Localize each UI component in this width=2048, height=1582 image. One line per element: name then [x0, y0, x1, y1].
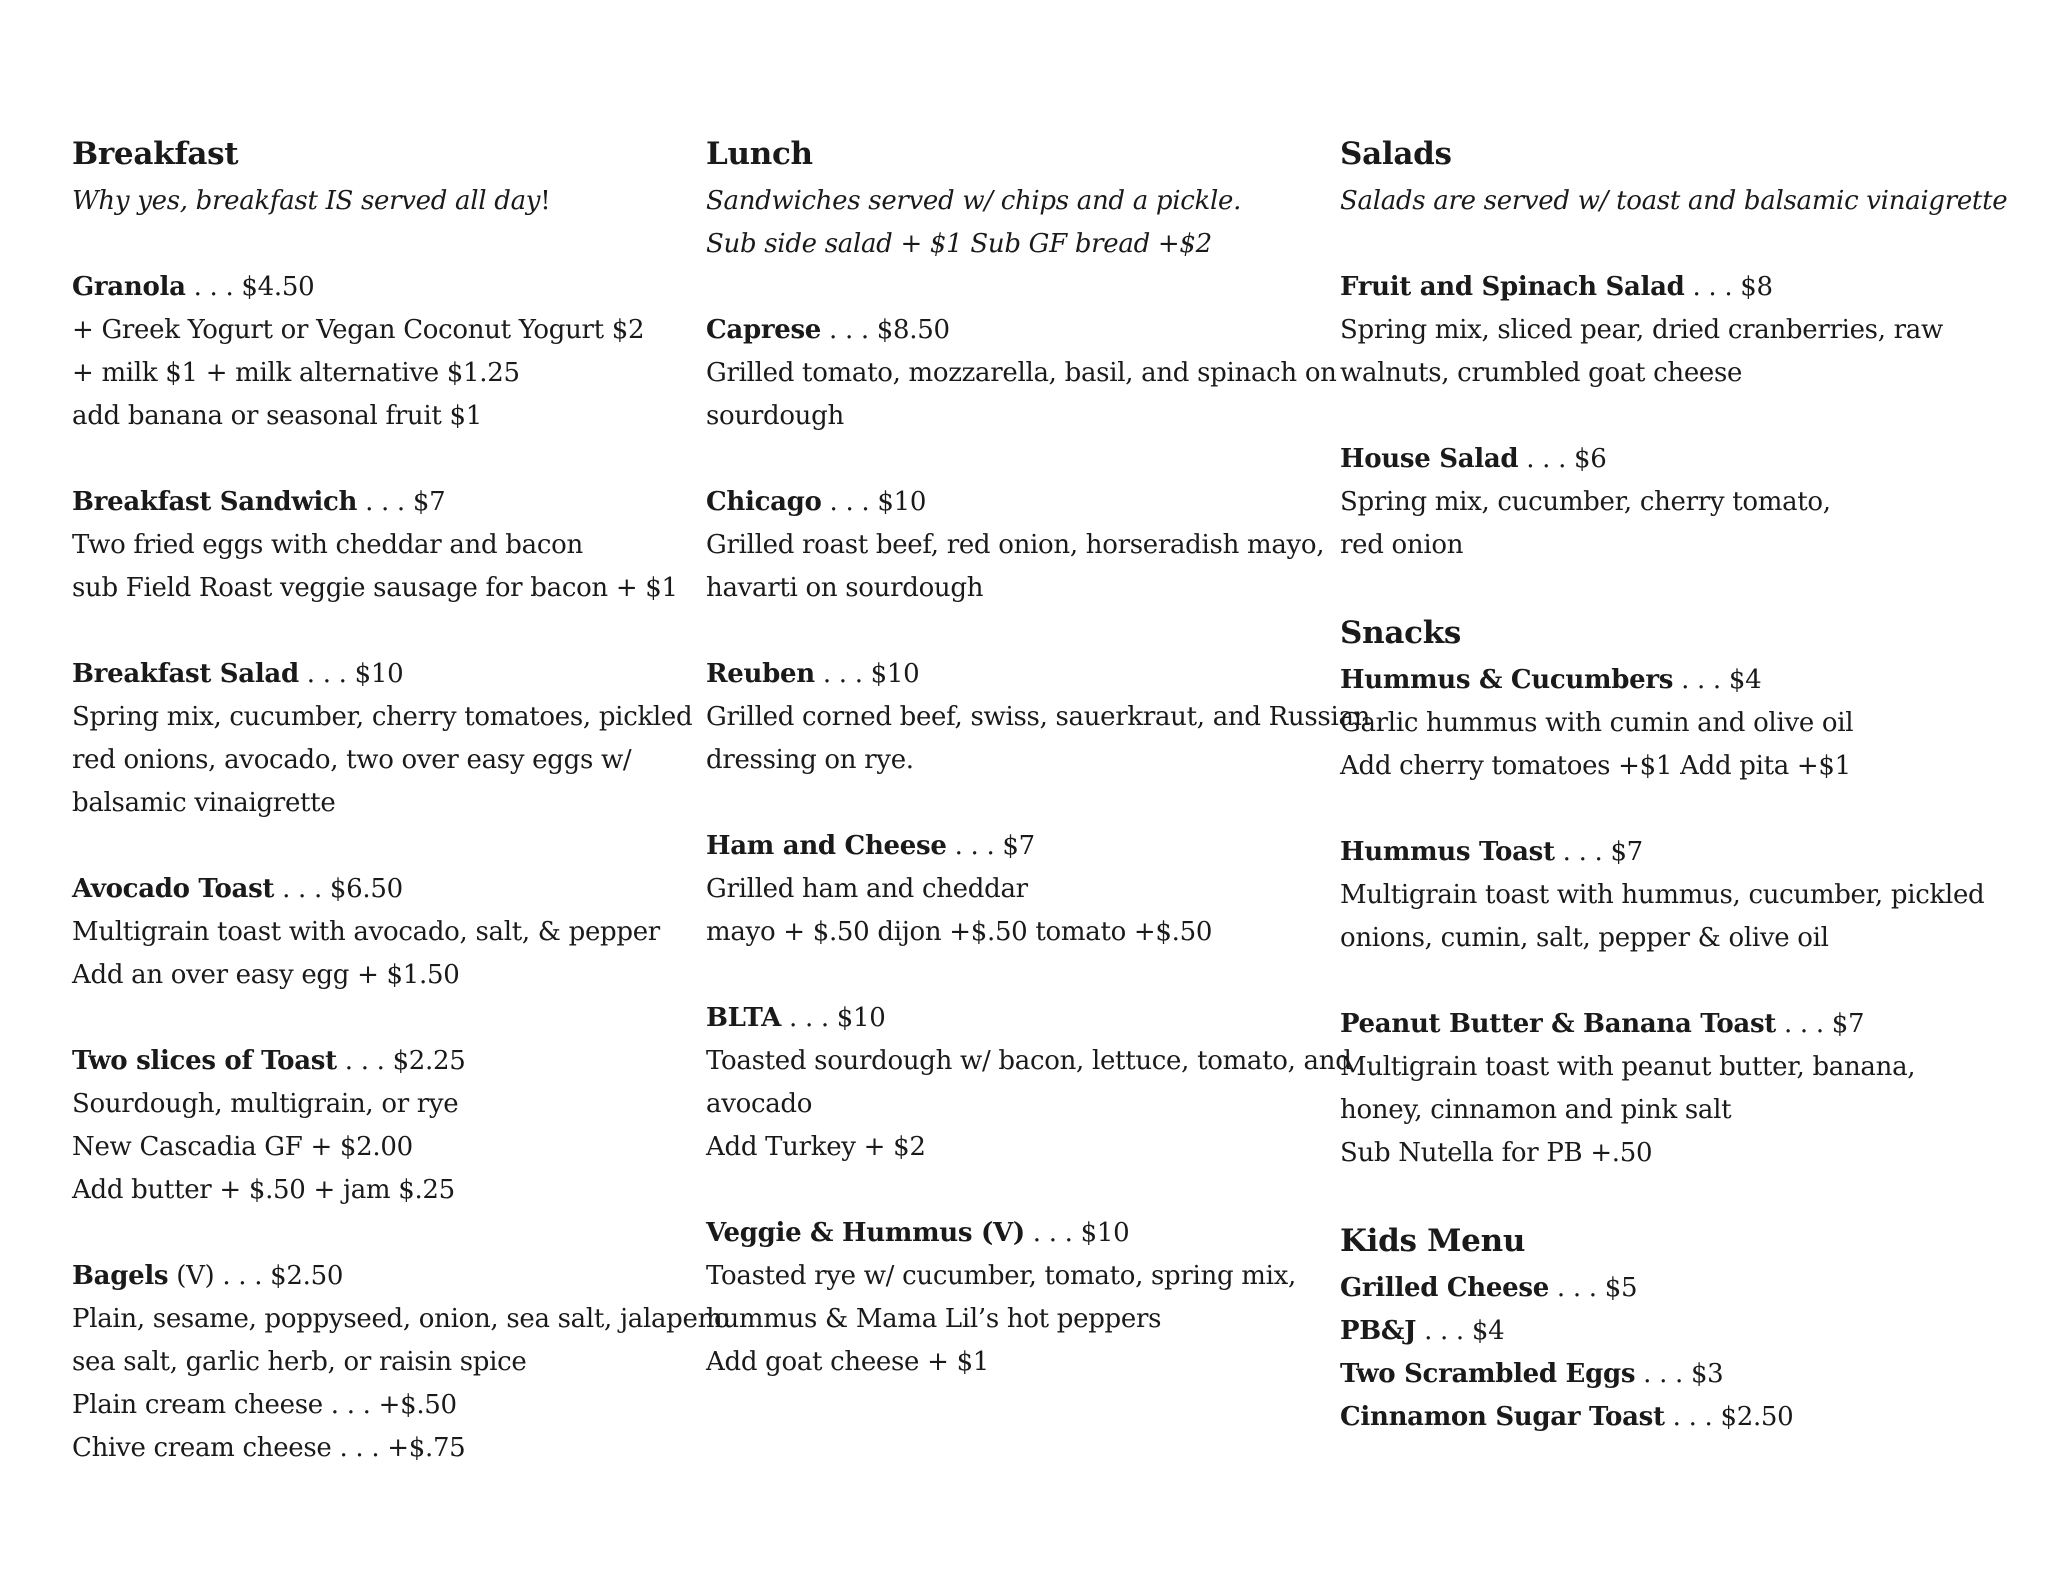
house-salad-desc: red onion	[1340, 530, 1464, 560]
lunch-column	[706, 128, 1371, 1470]
house-salad-title: House Salad . . . $6	[1340, 444, 1607, 474]
hummus-toast-desc: onions, cumin, salt, pepper & olive oil	[1340, 923, 1829, 953]
toast-desc: New Cascadia GF + $2.00	[72, 1132, 413, 1162]
avocado-toast-title: Avocado Toast . . . $6.50	[72, 874, 403, 904]
house-salad-desc: Spring mix, cucumber, cherry tomato,	[1340, 487, 1831, 517]
salads-snacks-column	[1340, 128, 2008, 1470]
breakfast-column	[72, 128, 730, 1470]
lunch-subtitle: Sandwiches served w/ chips and a pickle.	[706, 186, 1242, 216]
ham-cheese-desc: Grilled ham and cheddar	[706, 874, 1028, 904]
fruit-spinach-desc: walnuts, crumbled goat cheese	[1340, 358, 1743, 388]
kids-item: Two Scrambled Eggs . . . $3	[1340, 1359, 1724, 1389]
fruit-spinach-title: Fruit and Spinach Salad . . . $8	[1340, 272, 1773, 302]
veggie-hummus-desc: Toasted rye w/ cucumber, tomato, spring mix,	[706, 1261, 1296, 1291]
ham-cheese-title: Ham and Cheese . . . $7	[706, 831, 1035, 861]
pb-banana-desc: honey, cinnamon and pink salt	[1340, 1095, 1732, 1125]
chicago-desc: Grilled roast beef, red onion, horseradish mayo,	[706, 530, 1325, 560]
caprese-desc: sourdough	[706, 401, 844, 431]
chicago-desc: havarti on sourdough	[706, 573, 984, 603]
pb-banana-desc: Multigrain toast with peanut butter, banana,	[1340, 1052, 1916, 1082]
veggie-hummus-desc: hummus & Mama Lil’s hot peppers	[706, 1304, 1162, 1334]
granola-desc: add banana or seasonal fruit $1	[72, 401, 482, 431]
bagels-desc: Plain, sesame, poppyseed, onion, sea salt, jalapeno	[72, 1304, 730, 1334]
breakfast-salad-desc: Spring mix, cucumber, cherry tomatoes, pickled	[72, 702, 693, 732]
pb-banana-desc: Sub Nutella for PB +.50	[1340, 1138, 1653, 1168]
snacks-heading: Snacks	[1340, 615, 1462, 651]
hummus-cucumbers-title: Hummus & Cucumbers . . . $4	[1340, 665, 1762, 695]
hummus-cucumbers-desc: Garlic hummus with cumin and olive oil	[1340, 708, 1854, 738]
reuben-desc: Grilled corned beef, swiss, sauerkraut, and Russian	[706, 702, 1371, 732]
breakfast-subtitle: Why yes, breakfast IS served all day!	[72, 186, 551, 216]
toast-title: Two slices of Toast . . . $2.25	[72, 1046, 466, 1076]
kids-item: Grilled Cheese . . . $5	[1340, 1273, 1638, 1303]
breakfast-salad-desc: balsamic vinaigrette	[72, 788, 336, 818]
pb-banana-title: Peanut Butter & Banana Toast . . . $7	[1340, 1009, 1865, 1039]
caprese-title: Caprese . . . $8.50	[706, 315, 950, 345]
breakfast-sandwich-title: Breakfast Sandwich . . . $7	[72, 487, 446, 517]
veggie-hummus-desc: Add goat cheese + $1	[706, 1347, 990, 1377]
ham-cheese-desc: mayo + $.50 dijon +$.50 tomato +$.50	[706, 917, 1213, 947]
blta-desc: Add Turkey + $2	[706, 1132, 926, 1162]
salads-heading: Salads	[1340, 136, 1452, 172]
caprese-desc: Grilled tomato, mozzarella, basil, and spinach on	[706, 358, 1337, 388]
lunch-heading: Lunch	[706, 136, 813, 172]
bagels-desc: sea salt, garlic herb, or raisin spice	[72, 1347, 527, 1377]
blta-desc: Toasted sourdough w/ bacon, lettuce, tomato, and	[706, 1046, 1352, 1076]
breakfast-salad-desc: red onions, avocado, two over easy eggs w/	[72, 745, 632, 775]
reuben-desc: dressing on rye.	[706, 745, 914, 775]
avocado-toast-desc: Multigrain toast with avocado, salt, & pepper	[72, 917, 660, 947]
reuben-title: Reuben . . . $10	[706, 659, 920, 689]
blta-title: BLTA . . . $10	[706, 1003, 886, 1033]
menu	[72, 128, 2008, 1470]
avocado-toast-desc: Add an over easy egg + $1.50	[72, 960, 460, 990]
bagels-desc: Plain cream cheese . . . +$.50	[72, 1390, 457, 1420]
hummus-toast-title: Hummus Toast . . . $7	[1340, 837, 1643, 867]
kids-item: Cinnamon Sugar Toast . . . $2.50	[1340, 1402, 1794, 1432]
granola-title: Granola . . . $4.50	[72, 272, 315, 302]
toast-desc: Add butter + $.50 + jam $.25	[72, 1175, 455, 1205]
salads-subtitle: Salads are served w/ toast and balsamic vinaigrette	[1340, 186, 2008, 216]
breakfast-salad-title: Breakfast Salad . . . $10	[72, 659, 404, 689]
bagels-title: Bagels (V) . . . $2.50	[72, 1261, 344, 1291]
bagels-desc: Chive cream cheese . . . +$.75	[72, 1433, 466, 1463]
blta-desc: avocado	[706, 1089, 813, 1119]
breakfast-sandwich-desc: sub Field Roast veggie sausage for bacon + $1	[72, 573, 678, 603]
breakfast-heading: Breakfast	[72, 136, 239, 172]
granola-desc: + Greek Yogurt or Vegan Coconut Yogurt $2	[72, 315, 645, 345]
kids-item: PB&J . . . $4	[1340, 1316, 1505, 1346]
hummus-toast-desc: Multigrain toast with hummus, cucumber, pickled	[1340, 880, 1985, 910]
lunch-subtitle: Sub side salad + $1 Sub GF bread +$2	[706, 229, 1212, 259]
fruit-spinach-desc: Spring mix, sliced pear, dried cranberries, raw	[1340, 315, 1943, 345]
chicago-title: Chicago . . . $10	[706, 487, 927, 517]
hummus-cucumbers-desc: Add cherry tomatoes +$1 Add pita +$1	[1340, 751, 1851, 781]
kids-heading: Kids Menu	[1340, 1223, 1526, 1259]
toast-desc: Sourdough, multigrain, or rye	[72, 1089, 459, 1119]
breakfast-sandwich-desc: Two fried eggs with cheddar and bacon	[72, 530, 583, 560]
granola-desc: + milk $1 + milk alternative $1.25	[72, 358, 520, 388]
veggie-hummus-title: Veggie & Hummus (V) . . . $10	[706, 1218, 1130, 1248]
